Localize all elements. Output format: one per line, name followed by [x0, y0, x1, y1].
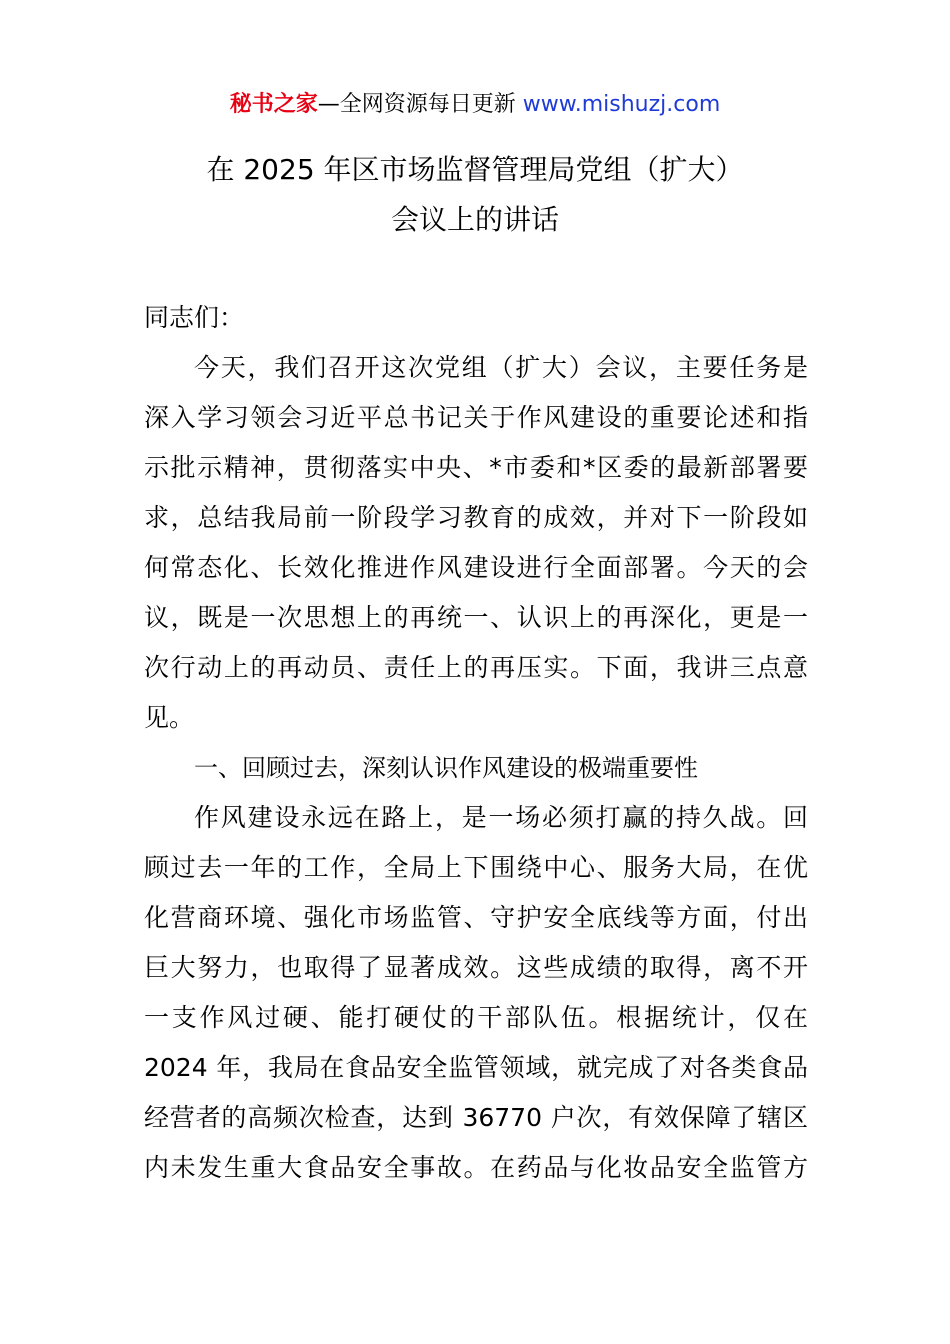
title-line-1: 在 2025 年区市场监督管理局党组（扩大） [206, 153, 744, 186]
site-tagline: —全网资源每日更新 [317, 92, 523, 117]
text-line: 经营者的高频次检查，达到 36770 户次，有效保障了辖区 [144, 1103, 808, 1132]
text-line: 巨大努力，也取得了显著成效。这些成绩的取得，离不开 [144, 953, 808, 982]
site-url-link[interactable]: www.mishuzj.com [522, 92, 721, 117]
section-heading-1: 一、回顾过去，深刻认识作风建设的极端重要性 [194, 754, 698, 782]
text-line: 一支作风过硬、能打硬仗的干部队伍。根据统计，仅在 [144, 1003, 808, 1032]
text-line: 2024 年，我局在食品安全监管领域，就完成了对各类食品 [144, 1053, 808, 1082]
text-line: 深入学习领会习近平总书记关于作风建设的重要论述和指 [144, 403, 808, 432]
salutation: 同志们： [144, 303, 245, 332]
text-line: 求，总结我局前一阶段学习教育的成效，并对下一阶段如 [144, 503, 808, 532]
text-line: 何常态化、长效化推进作风建设进行全面部署。今天的会 [144, 553, 808, 582]
text-line: 次行动上的再动员、责任上的再压实。下面，我讲三点意 [144, 653, 808, 682]
text-line: 内未发生重大食品安全事故。在药品与化妆品安全监管方 [144, 1153, 808, 1182]
text-line: 见。 [144, 703, 195, 732]
document-body [144, 293, 808, 1193]
text-line: 作风建设永远在路上，是一场必须打赢的持久战。回 [194, 803, 808, 832]
text-line: 今天，我们召开这次党组（扩大）会议，主要任务是 [194, 353, 808, 382]
text-line: 化营商环境、强化市场监管、守护安全底线等方面，付出 [144, 903, 808, 932]
text-line: 示批示精神，贯彻落实中央、*市委和*区委的最新部署要 [144, 453, 808, 482]
text-line: 议，既是一次思想上的再统一、认识上的再深化，更是一 [144, 603, 808, 632]
site-brand: 秘书之家 [229, 92, 318, 117]
site-header [0, 90, 950, 120]
paragraph-intro [144, 343, 808, 743]
title-line-2: 会议上的讲话 [390, 203, 559, 236]
paragraph-review [144, 793, 808, 1193]
document-title [0, 145, 950, 245]
text-line: 顾过去一年的工作，全局上下围绕中心、服务大局，在优 [144, 853, 808, 882]
